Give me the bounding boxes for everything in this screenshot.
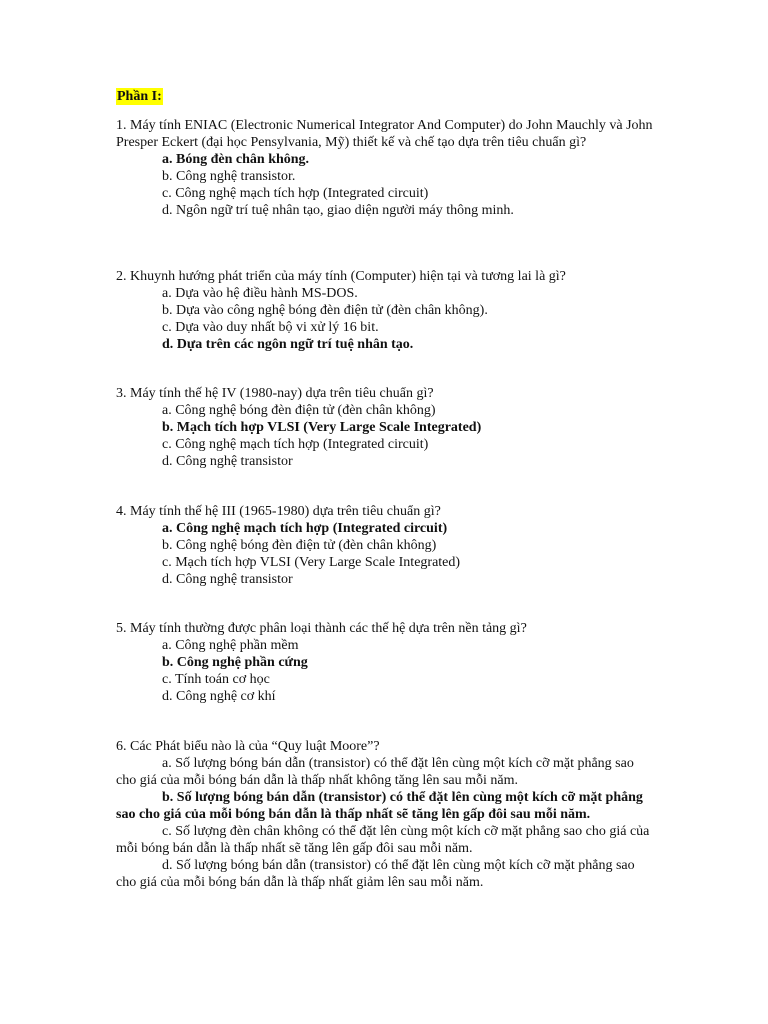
option-c: c. Tính toán cơ học	[162, 672, 270, 687]
option-d: d. Ngôn ngữ trí tuệ nhân tạo, giao diện người máy thông minh.	[162, 203, 514, 218]
section-heading: Phần I:	[117, 89, 162, 104]
option-a: a. Số lượng bóng bán dẫn (transistor) có thể đặt lên cùng một kích cỡ mặt phẳng sao cho giá của mỗi bóng bán dẫn là thấp nhất không tăng lên sau mỗi năm.	[116, 756, 634, 788]
option-b: b. Công nghệ phần cứng	[162, 655, 308, 670]
option-b: b. Mạch tích hợp VLSI (Very Large Scale Integrated)	[162, 420, 482, 435]
option-a: a. Công nghệ bóng đèn điện tử (đèn chân không)	[162, 403, 436, 418]
question-5	[116, 620, 656, 705]
option-c: c. Dựa vào duy nhất bộ vi xử lý 16 bit.	[162, 320, 379, 335]
question-3	[116, 385, 656, 470]
option-d: d. Công nghệ cơ khí	[162, 689, 276, 704]
option-d: d. Công nghệ transistor	[162, 572, 293, 587]
option-b: b. Số lượng bóng bán dẫn (transistor) có thể đặt lên cùng một kích cỡ mặt phẳng sao cho giá của mỗi bóng bán dẫn là thấp nhất sẽ tăng lên gấp đôi sau mỗi năm.	[116, 790, 643, 822]
option-c: c. Mạch tích hợp VLSI (Very Large Scale Integrated)	[162, 555, 461, 570]
question-2	[116, 268, 656, 353]
question-stem: 5. Máy tính thường được phân loại thành các thế hệ dựa trên nền tảng gì?	[116, 621, 527, 636]
option-d: d. Số lượng bóng bán dẫn (transistor) có thể đặt lên cùng một kích cỡ mặt phẳng sao cho giá của mỗi bóng bán dẫn là thấp nhất giảm lên sau mỗi năm.	[116, 858, 635, 890]
question-stem: 2. Khuynh hướng phát triển của máy tính (Computer) hiện tại và tương lai là gì?	[116, 269, 566, 284]
option-a: a. Bóng đèn chân không.	[162, 152, 310, 167]
question-1	[116, 117, 656, 219]
question-stem: 3. Máy tính thế hệ IV (1980-nay) dựa trên tiêu chuẩn gì?	[116, 386, 434, 401]
option-a: a. Công nghệ mạch tích hợp (Integrated circuit)	[162, 521, 448, 536]
option-b: b. Công nghệ transistor.	[162, 169, 296, 184]
option-a: a. Dựa vào hệ điều hành MS-DOS.	[162, 286, 358, 301]
option-c: c. Số lượng đèn chân không có thể đặt lên cùng một kích cỡ mặt phẳng sao cho giá của mỗi bóng bán dẫn là thấp nhất sẽ tăng lên gấp đôi sau mỗi năm.	[116, 824, 650, 856]
question-stem: 1. Máy tính ENIAC (Electronic Numerical Integrator And Computer) do John Mauchly và John Presper Eckert (đại học Pensylvania, Mỹ) thiết kế và chế tạo dựa trên tiêu chuẩn gì?	[116, 118, 653, 150]
question-stem: 4. Máy tính thế hệ III (1965-1980) dựa trên tiêu chuẩn gì?	[116, 504, 441, 519]
option-c: c. Công nghệ mạch tích hợp (Integrated circuit)	[162, 186, 429, 201]
question-4	[116, 503, 656, 588]
option-b: b. Công nghệ bóng đèn điện tử (đèn chân không)	[162, 538, 437, 553]
question-stem: 6. Các Phát biểu nào là của “Quy luật Moore”?	[116, 739, 380, 754]
option-b: b. Dựa vào công nghệ bóng đèn điện tử (đèn chân không).	[162, 303, 488, 318]
option-a: a. Công nghệ phần mềm	[162, 638, 299, 653]
option-c: c. Công nghệ mạch tích hợp (Integrated circuit)	[162, 437, 429, 452]
option-d: d. Công nghệ transistor	[162, 454, 293, 469]
option-d: d. Dựa trên các ngôn ngữ trí tuệ nhân tạo.	[162, 337, 414, 352]
question-6	[116, 738, 656, 891]
